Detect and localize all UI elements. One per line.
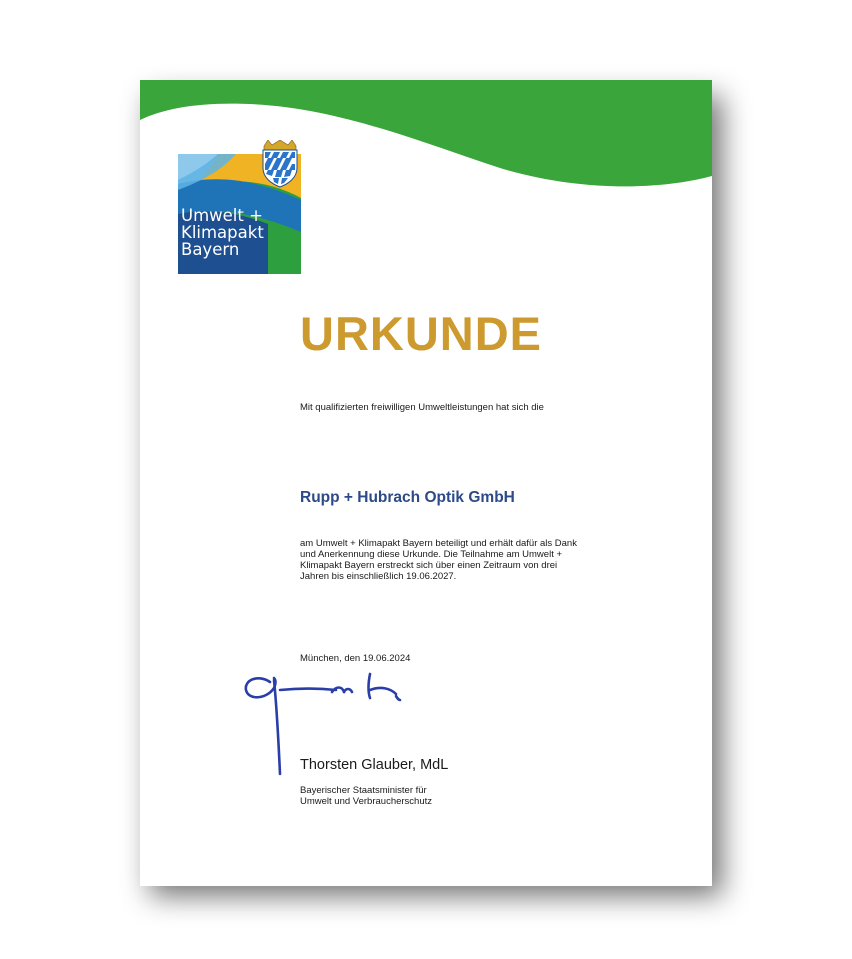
date-line: München, den 19.06.2024	[300, 653, 411, 664]
signer-name: Thorsten Glauber, MdL	[300, 757, 449, 773]
intro-text: Mit qualifizierten freiwilligen Umweltleistungen hat sich die	[300, 402, 544, 413]
certificate-title: URKUNDE	[300, 307, 542, 360]
logo-line-1: Umwelt +	[181, 206, 263, 225]
certificate-page	[140, 80, 712, 886]
logo-wordmark	[178, 207, 304, 258]
signer-role	[300, 785, 432, 807]
signer-role-line-2: Umwelt und Verbraucherschutz	[300, 796, 433, 807]
bavarian-crest-icon	[263, 140, 297, 187]
logo-line-2: Klimapakt	[181, 223, 264, 242]
certificate-body: am Umwelt + Klimapakt Bayern beteiligt und erhält dafür als Dank und Anerkennung diese Urkunde. Die Teilnahme am Umwelt + Klimapakt Bayern erstreckt sich über einen Zeitraum von drei Jahren bis einschließlich 19.06.2027.	[300, 538, 577, 582]
logo-line-3: Bayern	[181, 240, 240, 259]
company-name: Rupp + Hubrach Optik GmbH	[300, 489, 515, 506]
signer-role-line-1: Bayerischer Staatsminister für	[300, 785, 427, 796]
